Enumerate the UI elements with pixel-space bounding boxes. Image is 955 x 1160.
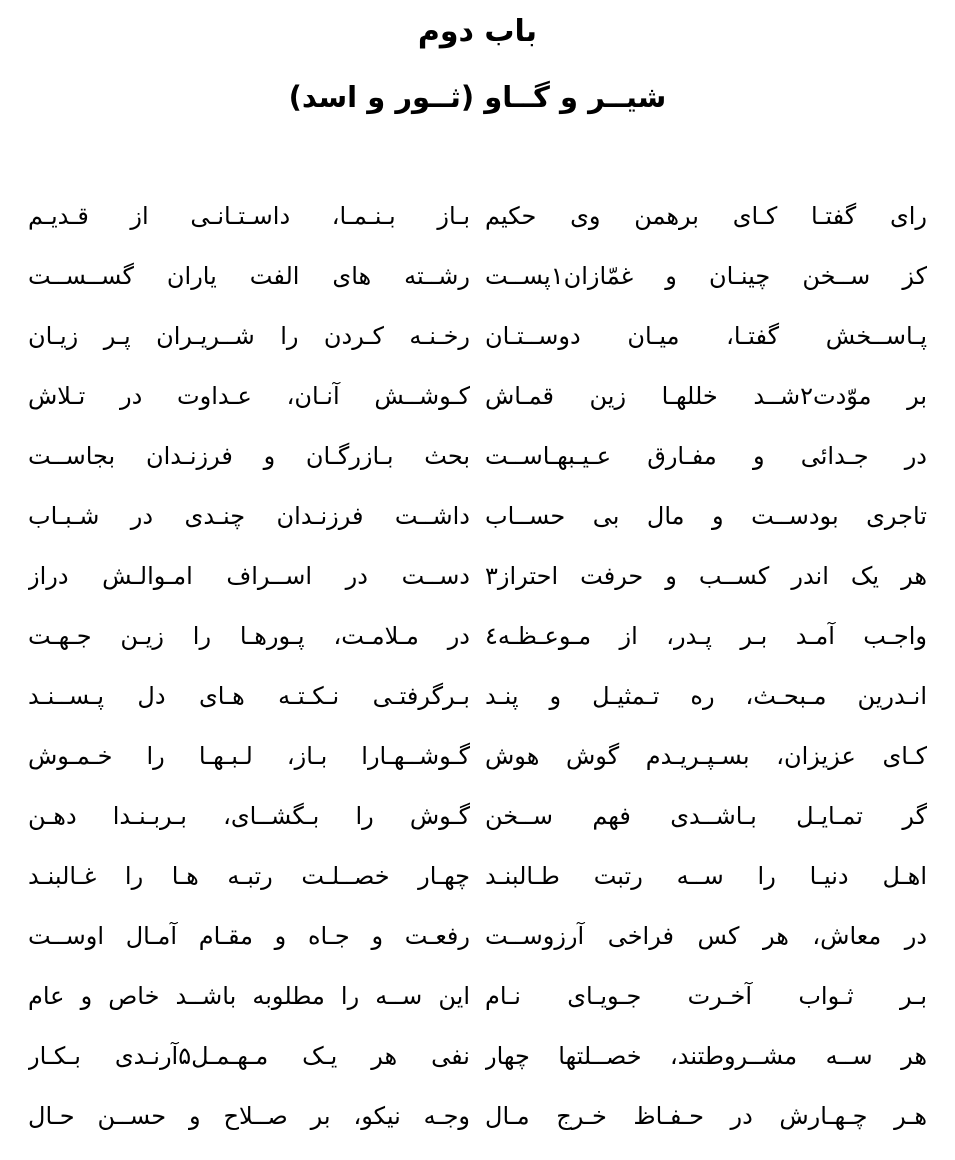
chapter-subtitle: شیــر و گــاو (ثــور و اسد) — [288, 80, 667, 114]
hemistich-12-left: چهـار خصــلـت رتبـه هـا را غـالبنـد — [28, 862, 470, 890]
couplet-4 — [28, 366, 927, 426]
hemistich-5-left: بحث بـازرگـان و فرزنـدان بجاســت — [28, 442, 470, 470]
couplet-10 — [28, 726, 927, 786]
couplet-8 — [28, 606, 927, 666]
couplet-2 — [28, 246, 927, 306]
hemistich-13-left: رفعـت و جـاه و مقـام آمـال اوســت — [28, 922, 470, 950]
hemistich-7-left: دســت در اســراف امـوالـش دراز — [28, 562, 470, 590]
couplet-12 — [28, 846, 927, 906]
couplet-17 — [28, 1146, 927, 1160]
couplet-16 — [28, 1086, 927, 1146]
couplet-7 — [28, 546, 927, 606]
hemistich-1-left: بـاز بـنـمـا، داسـتـانـی از قـدیـم — [28, 202, 470, 230]
couplet-15 — [28, 1026, 927, 1086]
hemistich-14-right: بـر ثـواب آخـرت جـویـای نـام — [485, 982, 927, 1010]
hemistich-15-right: هر ســه مشــروطتند، خصــلتها چهار — [485, 1042, 927, 1070]
hemistich-9-right: انـدرین مـبحـث، ره تـمثیـل و پنـد — [485, 682, 927, 710]
hemistich-3-left: رخـنـه کـردن را شــریـران پـر زیـان — [28, 322, 470, 350]
couplet-3 — [28, 306, 927, 366]
hemistich-16-left: وجـه نیکو، بر صــلاح و حســن حـال — [28, 1102, 470, 1130]
couplet-5 — [28, 426, 927, 486]
poem-body — [28, 186, 927, 1160]
hemistich-12-right: اهـل دنیـا را ســه رتبت طـالبنـد — [485, 862, 927, 890]
hemistich-3-right: پـاســخش گفتـا، میـان دوســتـان — [485, 322, 927, 350]
hemistich-6-right: تاجری بودســت و مال بی حســاب — [485, 502, 927, 530]
hemistich-14-left: این ســه را مطلوبه باشــد خاص و عام — [28, 982, 470, 1010]
chapter-header — [28, 14, 927, 114]
couplet-11 — [28, 786, 927, 846]
hemistich-4-right: بر موّدت۲شــد خللهـا زین قمـاش — [485, 382, 927, 410]
couplet-14 — [28, 966, 927, 1026]
hemistich-6-left: داشــت فرزنـدان چنـدی در شـبـاب — [28, 502, 470, 530]
hemistich-13-right: در معاش، هر کس فراخی آرزوســت — [485, 922, 927, 950]
hemistich-1-right: رای گفتـا کـای برهمن وی حکیم — [485, 202, 927, 230]
hemistich-8-right: واجـب آمـد بـر پـدر، از مـوعـظـه٤ — [485, 622, 927, 650]
hemistich-10-left: گـوشــهـارا بـاز، لـبـهـا را خـمـوش — [28, 742, 470, 770]
hemistich-5-right: در جـدائی و مفـارق عـیـبهـاســت — [485, 442, 927, 470]
hemistich-11-left: گـوش را بـگشــای، بـربـنـدا دهـن — [28, 802, 470, 830]
couplet-1 — [28, 186, 927, 246]
hemistich-16-right: هـر چـهـارش در حـفـاظ خـرج مـال — [485, 1102, 927, 1130]
hemistich-10-right: کـای عزیزان، بسـپـریـدم گوش هوش — [485, 742, 927, 770]
hemistich-4-left: کـوشــش آنـان، عـداوت در تـلاش — [28, 382, 470, 410]
hemistich-2-left: رشــته های الفت یاران گســســت — [28, 262, 470, 290]
hemistich-7-right: هر یک اندر کســب و حرفت احتراز۳ — [485, 562, 927, 590]
hemistich-9-left: بـرگرفتـی نـکـتـه هـای دل پـســنـد — [28, 682, 470, 710]
couplet-9 — [28, 666, 927, 726]
couplet-6 — [28, 486, 927, 546]
couplet-13 — [28, 906, 927, 966]
hemistich-8-left: در مـلامـت، پـورهـا را زیـن جـهـت — [28, 622, 470, 650]
hemistich-11-right: گر تمـایـل بـاشــدی فهم ســخن — [485, 802, 927, 830]
hemistich-2-right: کز ســخن چینـان و غمّازان۱پســت — [485, 262, 927, 290]
chapter-title: باب دوم — [417, 14, 538, 49]
hemistich-15-left: نفی هر یـک مـهـمـل۵آرنـدی بـکـار — [28, 1042, 470, 1070]
